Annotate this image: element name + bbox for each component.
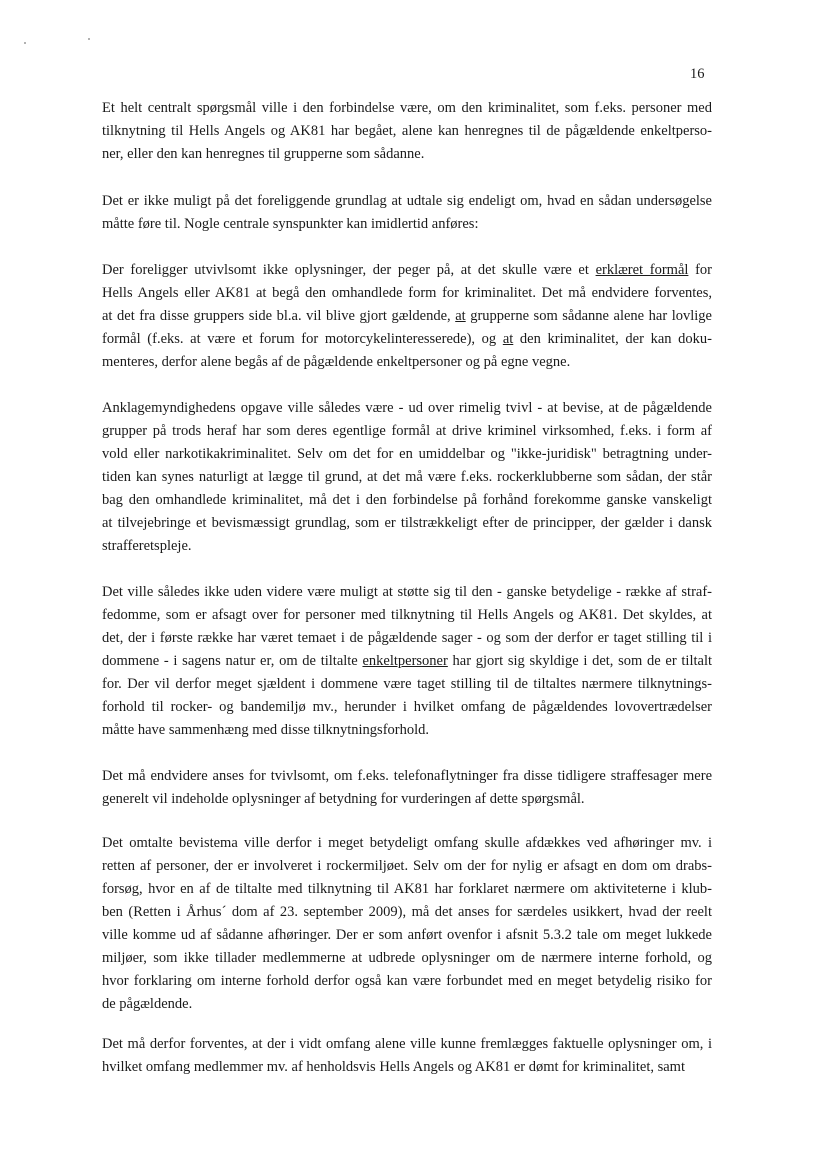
text-line — [102, 535, 712, 558]
text-segment: den kriminalitet, der kan doku- — [513, 331, 712, 347]
underlined-text: at — [455, 308, 466, 324]
text-line — [102, 970, 712, 993]
text-line — [102, 420, 712, 443]
text-line — [102, 1033, 712, 1056]
text-line — [102, 788, 712, 811]
underlined-text: at — [502, 331, 514, 347]
text-segment: Hells Angels eller AK81 at begå den omhandlede form for kriminalitet. Det må endvidere forventes, — [102, 285, 712, 301]
text-line — [102, 97, 712, 120]
text-line — [102, 512, 712, 535]
text-line — [102, 1056, 712, 1079]
text-line — [102, 143, 712, 166]
text-line — [102, 305, 712, 328]
paragraph — [102, 259, 712, 374]
text-line — [102, 673, 712, 696]
text-line — [102, 259, 712, 282]
page-number: 16 — [690, 66, 705, 82]
text-line — [102, 351, 712, 374]
text-line — [102, 443, 712, 466]
paragraph — [102, 1033, 712, 1079]
text-segment: menteres, derfor alene begås af de pågældende enkeltpersoner og på egne vegne. — [102, 354, 571, 370]
text-segment: miljøer, som ikke tillader medlemmerne at udbrede oplysninger om de nærmere interne forhold, og — [102, 950, 712, 966]
text-line — [102, 765, 712, 788]
text-line — [102, 397, 712, 420]
text-line — [102, 901, 712, 924]
text-segment: hvilket omfang medlemmer mv. af henholdsvis Hells Angels og AK81 er dømt for kriminalitet, samt — [102, 1059, 685, 1075]
text-line — [102, 719, 712, 742]
text-segment: de pågældende. — [102, 996, 193, 1012]
scan-mark — [88, 38, 90, 40]
text-segment: for — [688, 262, 712, 278]
text-segment: strafferetspleje. — [102, 538, 192, 554]
text-segment: Det må derfor forventes, at der i vidt omfang alene ville kunne fremlægges faktuelle oplysninger om, i — [102, 1036, 712, 1052]
text-segment: forhold til rocker- og bandemiljø mv., herunder i hvilket omfang de pågældendes lovovertrædelser — [102, 699, 712, 715]
paragraph — [102, 190, 712, 236]
scan-mark — [24, 42, 26, 44]
text-segment: Anklagemyndighedens opgave ville således være - ud over rimelig tvivl - at bevise, at de pågældende — [102, 400, 712, 416]
text-segment: har gjort sig skyldige i det, som de er tiltalt — [447, 653, 712, 669]
text-segment: fedomme, som er afsagt over for personer med tilknytning til Hells Angels og AK81. Det skyldes, at — [102, 607, 712, 623]
paragraph — [102, 832, 712, 1016]
paragraph — [102, 397, 712, 558]
text-segment: Det ville således ikke uden videre være muligt at støtte sig til den - ganske betydelige - række af straf- — [102, 584, 712, 600]
text-line — [102, 947, 712, 970]
text-line — [102, 190, 712, 213]
text-segment: Der foreligger utvivlsomt ikke oplysninger, der peger på, at det skulle være et — [102, 262, 596, 278]
text-segment: hvor forklaring om interne forhold derfor også kan være forbundet med en meget betydelig risiko for — [102, 973, 712, 989]
text-segment: at det fra disse gruppers side bl.a. vil blive gjort gældende, — [102, 308, 456, 324]
text-segment: grupper på trods heraf har som deres egentlige formål at drive kriminel virksomhed, f.eks. i form af — [102, 423, 712, 439]
text-segment: Det må endvidere anses for tvivlsomt, om f.eks. telefonaflytninger fra disse tidligere straffesager mere — [102, 768, 712, 784]
text-segment: at tilvejebringe et bevismæssigt grundlag, som er tilstrækkeligt efter de principper, der gælder i dansk — [102, 515, 712, 531]
text-line — [102, 282, 712, 305]
text-segment: ben (Retten i Århus´ dom af 23. september 2009), må det anses for særdeles usikkert, hvad der reelt — [102, 904, 712, 920]
text-line — [102, 878, 712, 901]
text-line — [102, 581, 712, 604]
text-segment: dommene - i sagens natur er, om de tiltalte — [102, 653, 363, 669]
text-segment: ville komme ud af sådanne afhøringer. Der er som anført ovenfor i afsnit 5.3.2 tale om meget lukkede — [102, 927, 712, 943]
text-line — [102, 650, 712, 673]
underlined-text: erklæret formål — [595, 262, 689, 278]
text-segment: retten af personer, der er involveret i rockermiljøet. Selv om der for nylig er afsagt en dom om drabs- — [102, 858, 712, 874]
text-segment: Det omtalte bevistema ville derfor i meget betydeligt omfang skulle afdækkes ved afhøringer mv. i — [102, 835, 712, 851]
text-line — [102, 213, 712, 236]
text-segment: grupperne som sådanne alene har lovlige — [465, 308, 712, 324]
text-segment: det, der i første række har været temaet i de pågældende sager - og som der derfor er taget stilling til i — [102, 630, 712, 646]
text-segment: for. Der vil derfor meget sjældent i dommene være taget stilling til de tiltaltes nærmere tilknytnings- — [102, 676, 712, 692]
text-segment: vold eller narkotikakriminalitet. Selv om det for en umiddelbar og "ikke-juridisk" betragtning under- — [102, 446, 712, 462]
text-segment: tiden kan synes naturligt at lægge til grund, at det må være f.eks. rockerklubberne som sådan, der står — [102, 469, 712, 485]
text-segment: ner, eller den kan henregnes til grupperne som sådanne. — [102, 146, 425, 162]
paragraph — [102, 97, 712, 166]
text-line — [102, 328, 712, 351]
text-segment: måtte føre til. Nogle centrale synspunkter kan imidlertid anføres: — [102, 216, 479, 232]
text-line — [102, 627, 712, 650]
paragraph — [102, 581, 712, 742]
paragraph — [102, 765, 712, 811]
text-line — [102, 489, 712, 512]
text-segment: måtte have sammenhæng med disse tilknytningsforhold. — [102, 722, 430, 738]
text-segment: forsøg, hvor en af de tiltalte med tilknytning til AK81 har forklaret nærmere om aktiviteterne i klub- — [102, 881, 712, 897]
text-segment: Det er ikke muligt på det foreliggende grundlag at udtale sig endeligt om, hvad en sådan undersøgelse — [102, 193, 712, 209]
text-line — [102, 855, 712, 878]
text-segment: formål (f.eks. at være et forum for motorcykelinteresserede), og — [102, 331, 503, 347]
text-segment: tilknytning til Hells Angels og AK81 har begået, alene kan henregnes til de pågældende enkeltperso- — [102, 123, 712, 139]
text-segment: Et helt centralt spørgsmål ville i den forbindelse være, om den kriminalitet, som f.eks. personer med — [102, 100, 712, 116]
text-line — [102, 604, 712, 627]
underlined-text: enkeltpersoner — [362, 653, 448, 669]
text-line — [102, 696, 712, 719]
text-line — [102, 120, 712, 143]
text-segment: generelt vil indeholde oplysninger af betydning for vurderingen af dette spørgsmål. — [102, 791, 585, 807]
text-line — [102, 832, 712, 855]
text-segment: bag den omhandlede kriminalitet, må det i den forbindelse på forhånd forekomme ganske vanskeligt — [102, 492, 712, 508]
text-line — [102, 924, 712, 947]
text-line — [102, 466, 712, 489]
text-line — [102, 993, 712, 1016]
